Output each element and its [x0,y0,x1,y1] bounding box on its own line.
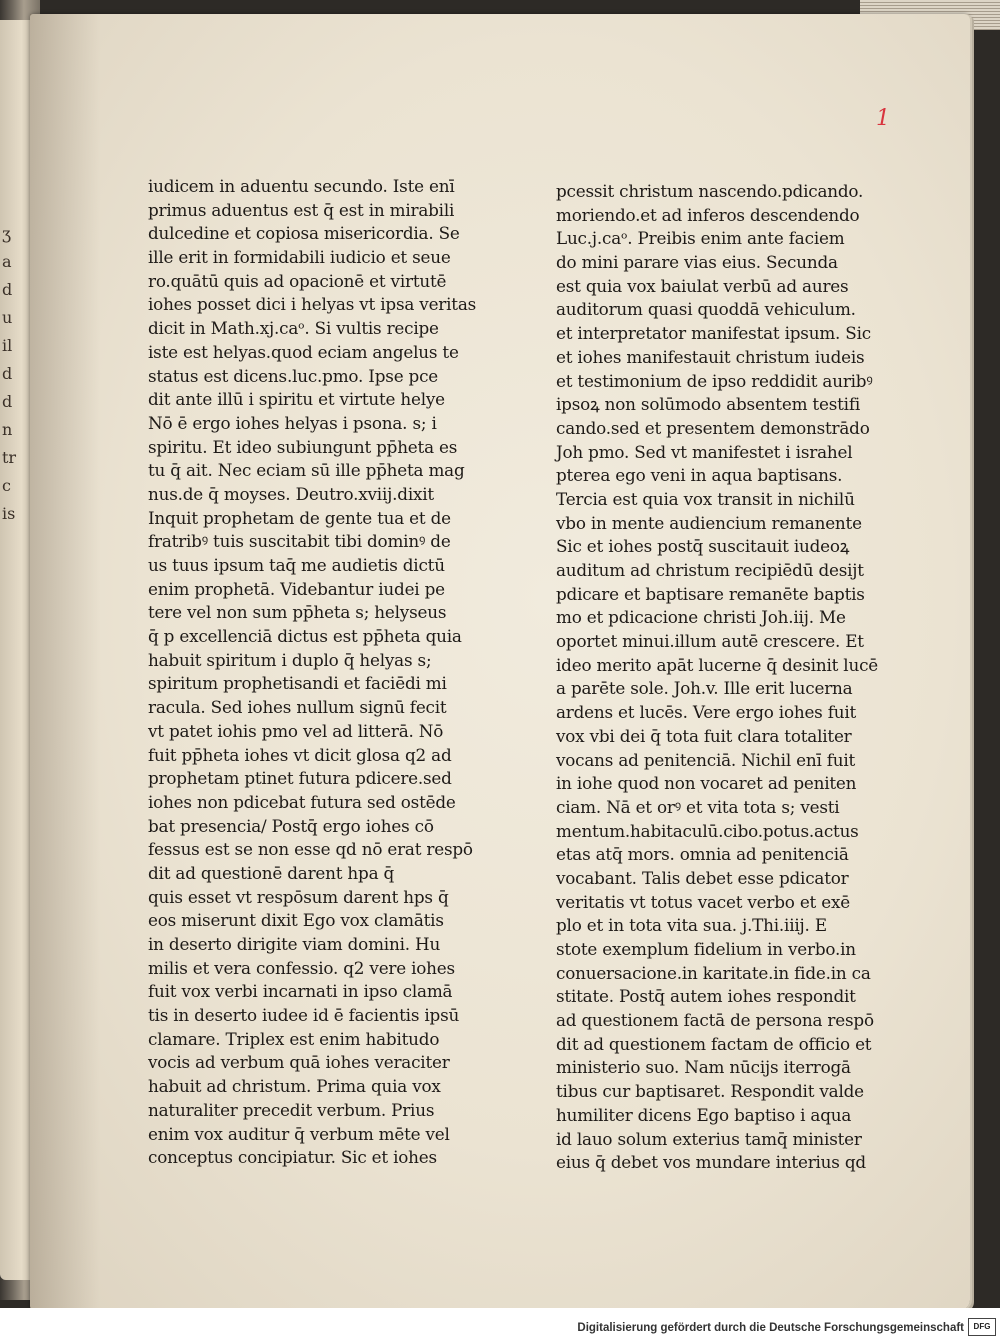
text-line: dit ad questionem factam de officio et [556,1033,872,1054]
text-line: mo et pdicacione christi Joh.iij. Me [556,607,846,628]
text-line: us tuus ipsum taq̄ me audietis dictū [148,555,445,575]
left-text-column [148,175,477,1170]
text-line: pcessit christum nascendo.pdicando. [556,181,864,201]
text-line: dulcedine et copiosa misericordia. Se [148,223,460,244]
text-line: iohes non pdicebat futura sed ostēde [148,791,456,812]
text-line: fuit pp̄heta iohes vt dicit glosa q2 ad [148,744,452,765]
text-line: do mini parare vias eius. Secunda [556,252,838,273]
folio-number: 1 [876,106,890,131]
text-line: et interpretator manifestat ipsum. Sic [556,323,871,344]
text-line: plo et in tota vita sua. j.Thi.iiij. E [556,915,827,936]
text-line: enim prophetā. Videbantur iudei pe [148,578,445,599]
text-line: tibus cur baptisaret. Respondit valde [556,1081,864,1102]
text-line: in deserto dirigite viam domini. Hu [148,934,441,954]
dfg-logo: DFG [968,1318,996,1336]
text-line: stote exemplum fidelium in verbo.in [556,939,856,959]
text-line: Inquit prophetam de gente tua et de [148,507,451,528]
text-line: habuit ad christum. Prima quia vox [148,1076,441,1097]
text-line: status est dicens.luc.pmo. Ipse pce [148,365,439,386]
text-line: oportet minui.illum autē crescere. Et [556,631,864,652]
text-line: moriendo.et ad inferos descendendo [556,204,860,225]
text-line: vt patet iohis pmo vel ad litterā. Nō [148,720,444,741]
text-line: tu q̄ ait. Nec eciam sū ille pp̄heta mag [148,460,465,481]
text-line: vox vbi dei q̄ tota fuit clara totaliter [556,725,852,746]
text-line: vocis ad verbum quā iohes veraciter [148,1052,450,1073]
text-line: Nō ē ergo iohes helyas i psona. s; i [148,412,437,433]
text-line: ardens et lucēs. Vere ergo iohes fuit [556,702,857,723]
text-line: spiritu. Et ideo subiungunt pp̄heta es [148,436,458,457]
text-line: ptereа ego veni in aqua baptisans. [556,465,843,486]
footer-bar [0,1308,1000,1342]
text-line: clamare. Triplex est enim habitudo [148,1028,440,1049]
text-line: ideo merito apāt lucerne q̄ desinit lucē [556,654,879,675]
previous-page-text-fragment: ʒ a d u il d d n tr c is [2,224,17,523]
text-line: iste est helyas.quod eciam angelus te [148,341,459,362]
text-line: tere vel non sum pp̄heta s; helyseus [148,602,447,623]
text-line: dicit in Math.xj.caᵒ. Si vultis recipe [148,318,439,339]
text-line: auditorum quasi quoddā vehiculum. [556,299,856,320]
text-line: vocans ad penitenciā. Nichil enī fuit [556,749,856,770]
text-line: fuit vox verbi incarnati in ipso clamā [148,981,453,1002]
text-line: auditum ad christum recipiēdū desijt [556,560,864,580]
text-line: Joh pmo. Sed vt manifestet i israhel [556,441,853,462]
text-line: id lauo solum exterius tamq̄ minister [556,1128,862,1149]
text-line: iudicem in aduentu secundo. Iste enī [148,176,455,196]
text-line: habuit spiritum i duplo q̄ helyas s; [148,649,432,670]
text-line: ipsoꝝ non solūmodo absentem testifi [556,394,860,415]
text-line: racula. Sed iohes nullum signū fecit [148,697,447,718]
text-line: dit ante illū i spiritu et virtute helye [148,389,445,410]
text-line: iohes posset dici i helyas vt ipsa veritas [148,294,477,315]
right-text-column [556,180,879,1175]
text-line: a parēte sole. Joh.v. Ille erit lucerna [556,678,853,699]
text-line: bat presencia/ Postq̄ ergo iohes cō [148,815,434,836]
text-line: dit ad questionē darent hpa q̄ [148,862,395,883]
text-line: ro.quātū quis ad opacionē et virtutē [148,270,447,291]
text-line: ciam. Nā et orꝰ et vita tota s; vesti [556,796,840,817]
text-line: ministerio suo. Nam nūcijs iterrogā [556,1057,851,1078]
text-line: Luc.j.caᵒ. Preibis enim ante faciem [556,228,845,249]
text-line: milis et vera confessio. q2 vere iohes [148,957,455,978]
text-line: vbo in mente audiencium remanente [556,512,862,533]
funding-credit: Digitalisierung gefördert durch die Deutsche Forschungsgemeinschaft [577,1322,964,1334]
text-line: veritatis vt totus vacet verbo et exē [556,891,850,912]
text-line: conuersacione.in karitate.in fide.in ca [556,962,871,983]
text-line: prophetam ptinet futura pdicere.sed [148,768,452,789]
text-line: et iohes manifestauit christum iudeis [556,346,865,367]
text-line: ille erit in formidabili iudicio et seue [148,247,451,268]
text-line: Sic et iohes postq̄ suscitauit iudeoꝝ [556,536,850,557]
text-line: primus aduentus est q̄ est in mirabili [148,199,455,220]
text-line: quis esset vt respōsum darent hps q̄ [148,886,449,907]
text-line: conceptus concipiatur. Sic et iohes [148,1147,437,1168]
text-line: stitate. Postq̄ autem iohes respondit [556,986,856,1007]
text-line: naturaliter precedit verbum. Prius [148,1099,435,1120]
text-line: humiliter dicens Ego baptiso i aqua [556,1104,852,1125]
text-line: Tercia est quia vox transit in nichilū [556,488,855,509]
text-line: eos miserunt dixit Ego vox clamātis [148,910,444,931]
text-line: etas atq̄ mors. omnia ad penitenciā [556,844,849,865]
text-line: et testimonium de ipso reddidit auribꝰ [556,370,873,391]
text-line: cando.sed et presentem demonstrādo [556,417,870,438]
text-line: fessus est se non esse qd nō erat respō [148,839,473,860]
text-line: nus.de q̄ moyses. Deutro.xviij.dixit [148,483,434,504]
text-line: in iohe quod non vocaret ad peniten [556,773,857,794]
text-line: mentum.habitaculū.cibo.potus.actus [556,820,859,841]
text-line: pdicare et baptisare remanēte baptis [556,583,865,604]
text-line: est quia vox baiulat verbū ad aures [556,275,849,296]
text-line: q̄ p excellenciā dictus est pp̄heta quia [148,626,462,647]
text-line: spiritum prophetisandi et faciēdi mi [148,673,447,694]
text-line: vocabant. Talis debet esse pdicator [556,867,849,888]
text-line: ad questionem factā de persona respō [556,1010,874,1031]
text-line: enim vox auditur q̄ verbum mēte vel [148,1123,450,1144]
text-line: fratribꝰ tuis suscitabit tibi dominꝰ de [148,531,451,552]
text-line: tis in deserto iudee id ē facientis ipsū [148,1005,460,1026]
text-line: eius q̄ debet vos mundare interius qd [556,1152,866,1173]
